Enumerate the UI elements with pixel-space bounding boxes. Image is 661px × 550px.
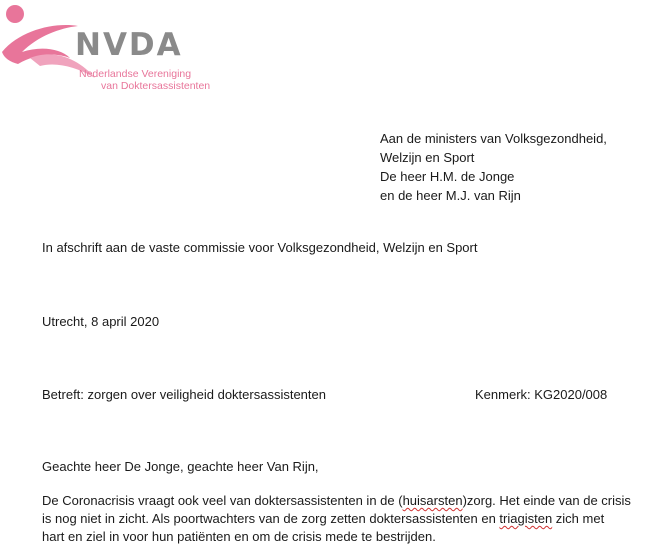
- logo-wordmark: NVDA: [75, 27, 183, 63]
- body-line: hart en ziel in voor hun patiënten en om de crisis mede te bestrijden.: [42, 529, 436, 544]
- address-line: De heer H.M. de Jonge: [380, 169, 515, 184]
- body-line: De Coronacrisis vraagt ook veel van doktersassistenten in de (huisarsten)zorg. Het einde van de crisis: [42, 493, 631, 508]
- address-line: en de heer M.J. van Rijn: [380, 188, 521, 203]
- spellcheck-word: huisarsten: [402, 493, 463, 508]
- salutation: Geachte heer De Jonge, geachte heer Van Rijn,: [42, 459, 319, 474]
- reference-number: Kenmerk: KG2020/008: [475, 387, 608, 402]
- subject-line: Betreft: zorgen over veiligheid doktersassistenten: [42, 387, 326, 402]
- body-line: is nog niet in zicht. Als poortwachters van de zorg zetten doktersassistenten en triagisten zich met: [42, 511, 605, 526]
- letter-date: Utrecht, 8 april 2020: [42, 314, 160, 329]
- nvda-logo: [0, 0, 210, 100]
- recipient-address: [380, 129, 607, 205]
- spellcheck-word: triagisten: [499, 511, 553, 526]
- logo-subtitle-line2: van Doktersassistenten: [101, 80, 211, 92]
- cc-line: In afschrift aan de vaste commissie voor Volksgezondheid, Welzijn en Sport: [42, 240, 478, 255]
- logo-subtitle-line1: Nederlandse Vereniging: [79, 68, 192, 80]
- address-line: Aan de ministers van Volksgezondheid,: [380, 131, 607, 146]
- body-paragraph: [42, 492, 652, 546]
- address-line: Welzijn en Sport: [380, 150, 475, 165]
